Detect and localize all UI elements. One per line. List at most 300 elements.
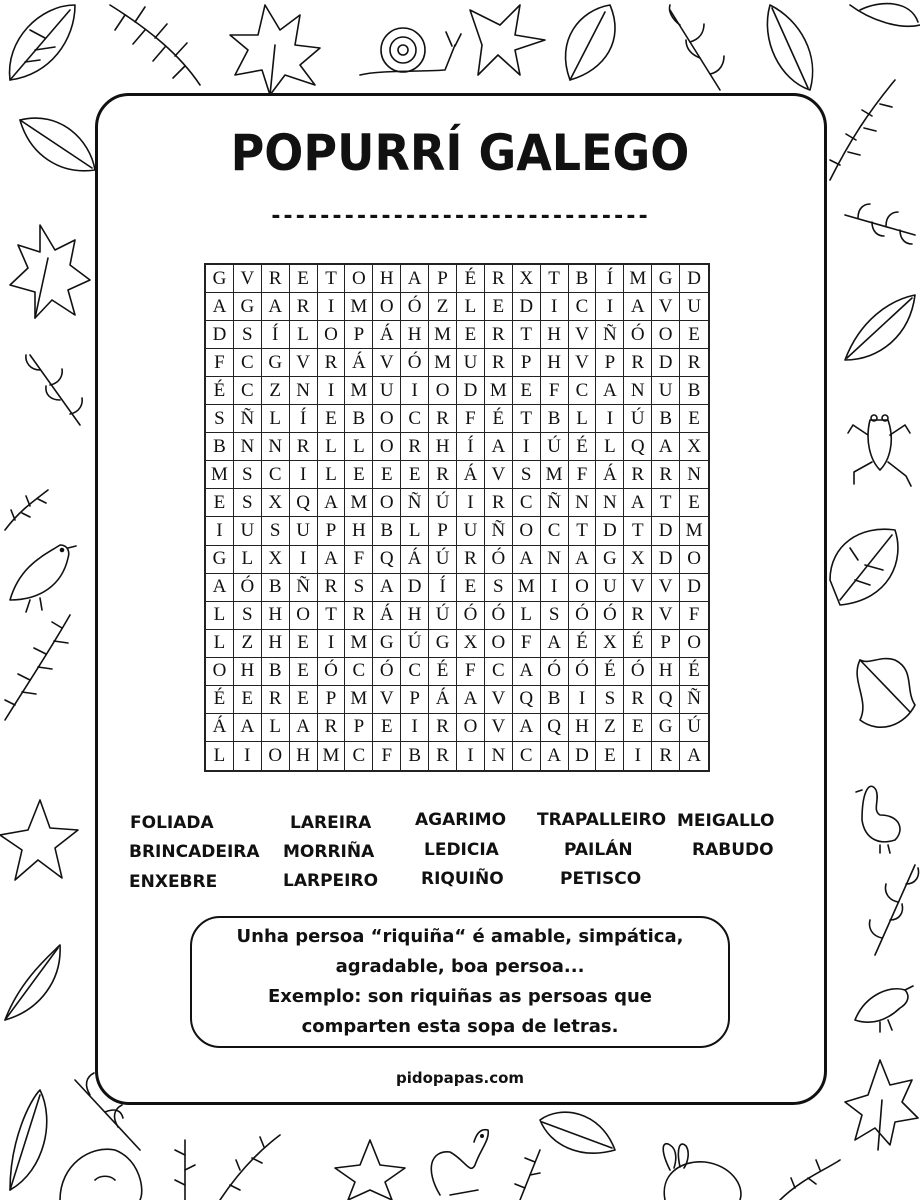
grid-cell: H	[541, 349, 569, 377]
grid-cell: E	[290, 686, 318, 714]
grid-cell: S	[234, 321, 262, 349]
grid-cell: M	[345, 630, 373, 658]
fern-icon	[515, 1150, 540, 1200]
branch-icon	[26, 355, 82, 425]
grid-cell: Í	[290, 405, 318, 433]
grid-cell: G	[652, 714, 680, 742]
grid-cell: H	[652, 658, 680, 686]
grid-cell: N	[541, 546, 569, 574]
grid-cell: Ó	[234, 574, 262, 602]
grid-cell: B	[262, 658, 290, 686]
grid-cell: M	[318, 742, 346, 770]
grid-cell: I	[541, 574, 569, 602]
grid-cell: A	[401, 265, 429, 293]
grid-cell: L	[457, 293, 485, 321]
grid-cell: F	[457, 405, 485, 433]
grid-cell: M	[513, 574, 541, 602]
word-list-item: LAREIRA	[290, 813, 372, 833]
grid-cell: T	[652, 489, 680, 517]
grid-cell: Í	[429, 574, 457, 602]
grid-cell: A	[569, 546, 597, 574]
grid-cell: B	[541, 405, 569, 433]
grid-cell: R	[318, 714, 346, 742]
grid-cell: A	[513, 546, 541, 574]
grid-cell: Ó	[401, 293, 429, 321]
grid-cell: Ñ	[541, 489, 569, 517]
grid-cell: P	[652, 630, 680, 658]
grid-cell: R	[290, 293, 318, 321]
grid-cell: C	[345, 658, 373, 686]
grid-cell: I	[290, 546, 318, 574]
grid-cell: A	[624, 293, 652, 321]
grid-cell: M	[345, 293, 373, 321]
grid-cell: D	[401, 574, 429, 602]
grid-cell: O	[318, 321, 346, 349]
grid-cell: E	[485, 293, 513, 321]
grid-cell: O	[262, 742, 290, 770]
grid-cell: N	[680, 461, 708, 489]
grid-cell: N	[290, 377, 318, 405]
grid-cell: E	[457, 321, 485, 349]
grid-cell: R	[429, 714, 457, 742]
grid-cell: P	[318, 686, 346, 714]
grid-cell: P	[513, 349, 541, 377]
grid-cell: U	[652, 377, 680, 405]
grid-cell: F	[680, 602, 708, 630]
leaf-icon	[767, 5, 812, 90]
grid-cell: Í	[262, 321, 290, 349]
grid-cell: Z	[262, 377, 290, 405]
grid-cell: Ñ	[680, 686, 708, 714]
grid-cell: U	[596, 574, 624, 602]
grid-cell: B	[345, 405, 373, 433]
grid-cell: T	[318, 265, 346, 293]
grid-cell: I	[596, 405, 624, 433]
grid-cell: S	[513, 461, 541, 489]
fern-icon	[5, 615, 70, 720]
word-list-item: LEDICIA	[424, 840, 499, 860]
grid-cell: O	[206, 658, 234, 686]
grid-cell: V	[652, 293, 680, 321]
fern-icon	[110, 5, 200, 85]
grid-cell: C	[401, 658, 429, 686]
grid-cell: C	[569, 377, 597, 405]
grid-cell: C	[541, 517, 569, 545]
grid-cell: É	[429, 658, 457, 686]
grid-cell: D	[680, 574, 708, 602]
grid-cell: A	[290, 714, 318, 742]
maple-leaf-icon	[230, 5, 320, 95]
grid-cell: E	[345, 461, 373, 489]
star-leaf-icon	[335, 1140, 405, 1200]
grid-cell: R	[624, 349, 652, 377]
word-list-item: LARPEIRO	[283, 871, 379, 891]
grid-cell: M	[624, 265, 652, 293]
grid-cell: R	[429, 461, 457, 489]
grid-cell: V	[234, 265, 262, 293]
grid-cell: R	[624, 461, 652, 489]
grid-cell: P	[401, 686, 429, 714]
grid-cell: O	[569, 574, 597, 602]
leaf-icon	[470, 5, 545, 75]
grid-cell: M	[680, 517, 708, 545]
info-line: Unha persoa “riquiña“ é amable, simpática,	[236, 926, 684, 947]
grid-cell: C	[569, 293, 597, 321]
grid-cell: V	[652, 602, 680, 630]
title-divider: -------------------------------	[269, 210, 649, 224]
rabbit-icon	[663, 1144, 741, 1200]
branch-icon	[845, 204, 915, 244]
grid-cell: M	[345, 377, 373, 405]
leaf-icon	[10, 5, 75, 80]
grid-cell: Ñ	[401, 489, 429, 517]
grid-cell: D	[652, 349, 680, 377]
grid-cell: R	[429, 742, 457, 770]
branch-icon	[870, 865, 919, 955]
grid-cell: R	[652, 742, 680, 770]
info-line: agradable, boa persoa...	[335, 956, 585, 977]
grid-cell: I	[234, 742, 262, 770]
grid-cell: B	[206, 433, 234, 461]
grid-cell: A	[624, 489, 652, 517]
grid-cell: M	[485, 377, 513, 405]
grid-cell: I	[290, 461, 318, 489]
grid-cell: D	[569, 742, 597, 770]
grid-cell: P	[318, 517, 346, 545]
grid-cell: Ó	[624, 321, 652, 349]
grid-cell: Ú	[541, 433, 569, 461]
grid-cell: Ó	[624, 658, 652, 686]
grid-cell: I	[318, 630, 346, 658]
footer-website: pidopapas.com	[395, 1069, 525, 1087]
grid-cell: A	[318, 489, 346, 517]
grid-cell: F	[569, 461, 597, 489]
grid-cell: V	[485, 714, 513, 742]
grid-cell: F	[513, 630, 541, 658]
grid-cell: M	[345, 686, 373, 714]
grid-cell: Ó	[596, 602, 624, 630]
grid-cell: S	[345, 574, 373, 602]
grid-cell: A	[206, 574, 234, 602]
fern-icon	[175, 1140, 195, 1200]
grid-cell: H	[262, 630, 290, 658]
grid-cell: X	[262, 546, 290, 574]
grid-cell: X	[457, 630, 485, 658]
grid-cell: Ó	[485, 602, 513, 630]
grid-cell: E	[290, 630, 318, 658]
grid-cell: P	[345, 714, 373, 742]
grid-cell: P	[596, 349, 624, 377]
grid-cell: Í	[596, 265, 624, 293]
grid-cell: Ó	[569, 658, 597, 686]
word-list-item: MEIGALLO	[677, 811, 775, 831]
frog-icon	[848, 415, 911, 486]
grid-cell: R	[429, 405, 457, 433]
grid-cell: B	[541, 686, 569, 714]
word-list-item: FOLIADA	[130, 813, 214, 833]
grid-cell: A	[234, 714, 262, 742]
grid-cell: V	[485, 686, 513, 714]
grid-cell: O	[680, 546, 708, 574]
grid-cell: E	[234, 686, 262, 714]
star-leaf-icon	[0, 800, 78, 880]
grid-cell: S	[234, 602, 262, 630]
grid-cell: V	[290, 349, 318, 377]
grid-cell: O	[513, 517, 541, 545]
grid-cell: G	[373, 630, 401, 658]
grid-cell: R	[318, 349, 346, 377]
grid-cell: H	[290, 742, 318, 770]
grid-cell: C	[345, 742, 373, 770]
mushroom-icon	[60, 1149, 142, 1200]
grid-cell: L	[401, 517, 429, 545]
grid-cell: Ú	[680, 714, 708, 742]
grid-cell: P	[429, 265, 457, 293]
grid-cell: Í	[457, 433, 485, 461]
grid-cell: O	[652, 321, 680, 349]
word-list-item: AGARIMO	[415, 810, 507, 830]
grid-cell: L	[206, 602, 234, 630]
grid-cell: C	[513, 742, 541, 770]
grid-cell: M	[206, 461, 234, 489]
grid-cell: L	[206, 630, 234, 658]
grid-cell: U	[234, 517, 262, 545]
grid-cell: A	[541, 630, 569, 658]
grid-cell: N	[569, 489, 597, 517]
grid-cell: É	[569, 433, 597, 461]
grid-cell: Q	[373, 546, 401, 574]
grid-cell: G	[206, 546, 234, 574]
grid-cell: Q	[541, 714, 569, 742]
grid-cell: D	[457, 377, 485, 405]
page-title: POPURRÍ GALEGO	[230, 124, 690, 182]
grid-cell: S	[262, 517, 290, 545]
grid-cell: X	[262, 489, 290, 517]
grid-cell: É	[624, 630, 652, 658]
snail-icon	[360, 28, 461, 75]
grid-cell: R	[345, 602, 373, 630]
word-list-item: TRAPALLEIRO	[537, 810, 667, 830]
grid-cell: N	[596, 489, 624, 517]
grid-cell: É	[680, 658, 708, 686]
grid-cell: S	[485, 574, 513, 602]
grid-cell: I	[401, 714, 429, 742]
grid-cell: Z	[429, 293, 457, 321]
grid-cell: Á	[373, 602, 401, 630]
grid-cell: I	[596, 293, 624, 321]
word-list-item: ENXEBRE	[129, 872, 218, 892]
grid-cell: M	[429, 349, 457, 377]
grid-cell: É	[206, 686, 234, 714]
grid-cell: A	[485, 433, 513, 461]
grid-cell: X	[596, 630, 624, 658]
grid-cell: Z	[596, 714, 624, 742]
grid-cell: U	[290, 517, 318, 545]
grid-cell: H	[373, 265, 401, 293]
word-search-grid	[204, 263, 710, 772]
grid-cell: S	[596, 686, 624, 714]
grid-cell: P	[345, 321, 373, 349]
grid-cell: E	[457, 574, 485, 602]
grid-cell: Á	[596, 461, 624, 489]
grid-cell: O	[485, 630, 513, 658]
grid-cell: R	[624, 602, 652, 630]
grid-cell: Ñ	[485, 517, 513, 545]
grid-cell: Ú	[429, 546, 457, 574]
grid-cell: M	[541, 461, 569, 489]
grid-cell: Á	[429, 686, 457, 714]
grid-cell: R	[485, 489, 513, 517]
grid-cell: F	[206, 349, 234, 377]
grid-cell: D	[652, 546, 680, 574]
grid-cell: X	[513, 265, 541, 293]
leaf-icon	[540, 1112, 615, 1153]
grid-cell: D	[513, 293, 541, 321]
grid-cell: C	[485, 658, 513, 686]
grid-cell: M	[429, 321, 457, 349]
fern-icon	[780, 1160, 840, 1200]
grid-cell: S	[234, 489, 262, 517]
grid-cell: B	[401, 742, 429, 770]
grid-cell: H	[569, 714, 597, 742]
grid-cell: G	[234, 293, 262, 321]
grid-cell: D	[596, 517, 624, 545]
grid-cell: Á	[401, 546, 429, 574]
grid-cell: Q	[624, 433, 652, 461]
grid-cell: S	[206, 405, 234, 433]
duck-icon	[856, 786, 900, 853]
grid-cell: Ó	[401, 349, 429, 377]
grid-cell: V	[652, 574, 680, 602]
grid-cell: H	[401, 321, 429, 349]
grid-cell: I	[624, 742, 652, 770]
grid-cell: F	[345, 546, 373, 574]
grid-cell: E	[318, 405, 346, 433]
grid-cell: B	[652, 405, 680, 433]
grid-cell: N	[624, 377, 652, 405]
grid-cell: R	[401, 433, 429, 461]
grid-cell: E	[373, 714, 401, 742]
grid-cell: E	[513, 377, 541, 405]
word-list-item: BRINCADEIRA	[129, 842, 260, 862]
grid-cell: V	[373, 349, 401, 377]
grid-cell: O	[373, 405, 401, 433]
grid-cell: C	[234, 377, 262, 405]
grid-cell: C	[401, 405, 429, 433]
grid-cell: R	[262, 686, 290, 714]
word-list-item: MORRIÑA	[283, 842, 375, 862]
grid-cell: U	[680, 293, 708, 321]
grid-cell: O	[373, 433, 401, 461]
grid-cell: H	[429, 433, 457, 461]
grid-cell: Ó	[457, 602, 485, 630]
grid-cell: A	[262, 293, 290, 321]
grid-cell: B	[569, 265, 597, 293]
grid-cell: R	[485, 321, 513, 349]
grid-cell: L	[206, 742, 234, 770]
grid-cell: O	[429, 377, 457, 405]
monstera-leaf-icon	[830, 529, 898, 605]
grid-cell: N	[262, 433, 290, 461]
grid-cell: O	[373, 489, 401, 517]
grid-cell: E	[596, 742, 624, 770]
grid-cell: B	[262, 574, 290, 602]
grid-cell: D	[680, 265, 708, 293]
grid-cell: R	[624, 686, 652, 714]
grid-cell: Ú	[429, 602, 457, 630]
grid-cell: L	[290, 321, 318, 349]
grid-cell: R	[485, 265, 513, 293]
grid-cell: Ú	[401, 630, 429, 658]
leaf-icon	[10, 1090, 47, 1190]
maple-leaf-icon	[10, 225, 90, 318]
grid-cell: B	[373, 517, 401, 545]
fern-icon	[5, 490, 48, 530]
grid-cell: E	[290, 265, 318, 293]
bird-icon	[10, 545, 76, 612]
leaf-icon	[5, 945, 60, 1020]
grid-cell: T	[541, 265, 569, 293]
grid-cell: L	[234, 546, 262, 574]
grid-cell: Ó	[541, 658, 569, 686]
grid-cell: I	[541, 293, 569, 321]
grid-cell: R	[652, 461, 680, 489]
word-list-item: PAILÁN	[564, 840, 633, 860]
branch-icon	[669, 5, 724, 90]
grid-cell: É	[457, 265, 485, 293]
grid-cell: A	[596, 377, 624, 405]
grid-cell: V	[373, 686, 401, 714]
grid-cell: O	[457, 714, 485, 742]
grid-cell: I	[569, 686, 597, 714]
grid-cell: E	[206, 489, 234, 517]
grid-cell: V	[624, 574, 652, 602]
grid-cell: N	[234, 433, 262, 461]
grid-cell: N	[485, 742, 513, 770]
grid-cell: H	[262, 602, 290, 630]
word-list-item: RABUDO	[692, 840, 774, 860]
grid-cell: I	[401, 377, 429, 405]
grid-cell: Ñ	[596, 321, 624, 349]
grid-cell: É	[206, 377, 234, 405]
grid-cell: G	[596, 546, 624, 574]
grid-cell: L	[569, 405, 597, 433]
grid-cell: E	[290, 658, 318, 686]
grid-cell: L	[596, 433, 624, 461]
grid-cell: R	[262, 265, 290, 293]
grid-cell: G	[652, 265, 680, 293]
grid-cell: R	[485, 349, 513, 377]
grid-cell: D	[206, 321, 234, 349]
bird-icon	[855, 986, 913, 1032]
grid-cell: V	[485, 461, 513, 489]
grid-cell: H	[541, 321, 569, 349]
grid-cell: M	[345, 489, 373, 517]
grid-cell: S	[541, 602, 569, 630]
grid-cell: I	[457, 489, 485, 517]
grid-cell: Ñ	[234, 405, 262, 433]
grid-cell: É	[485, 405, 513, 433]
word-list-item: RIQUIÑO	[421, 869, 504, 889]
grid-cell: A	[513, 658, 541, 686]
oak-leaf-icon	[857, 659, 915, 728]
grid-cell: A	[318, 546, 346, 574]
chicken-icon	[431, 1130, 488, 1195]
grid-cell: L	[345, 433, 373, 461]
grid-cell: Ó	[373, 658, 401, 686]
grid-cell: I	[457, 742, 485, 770]
leaf-icon	[566, 5, 616, 80]
